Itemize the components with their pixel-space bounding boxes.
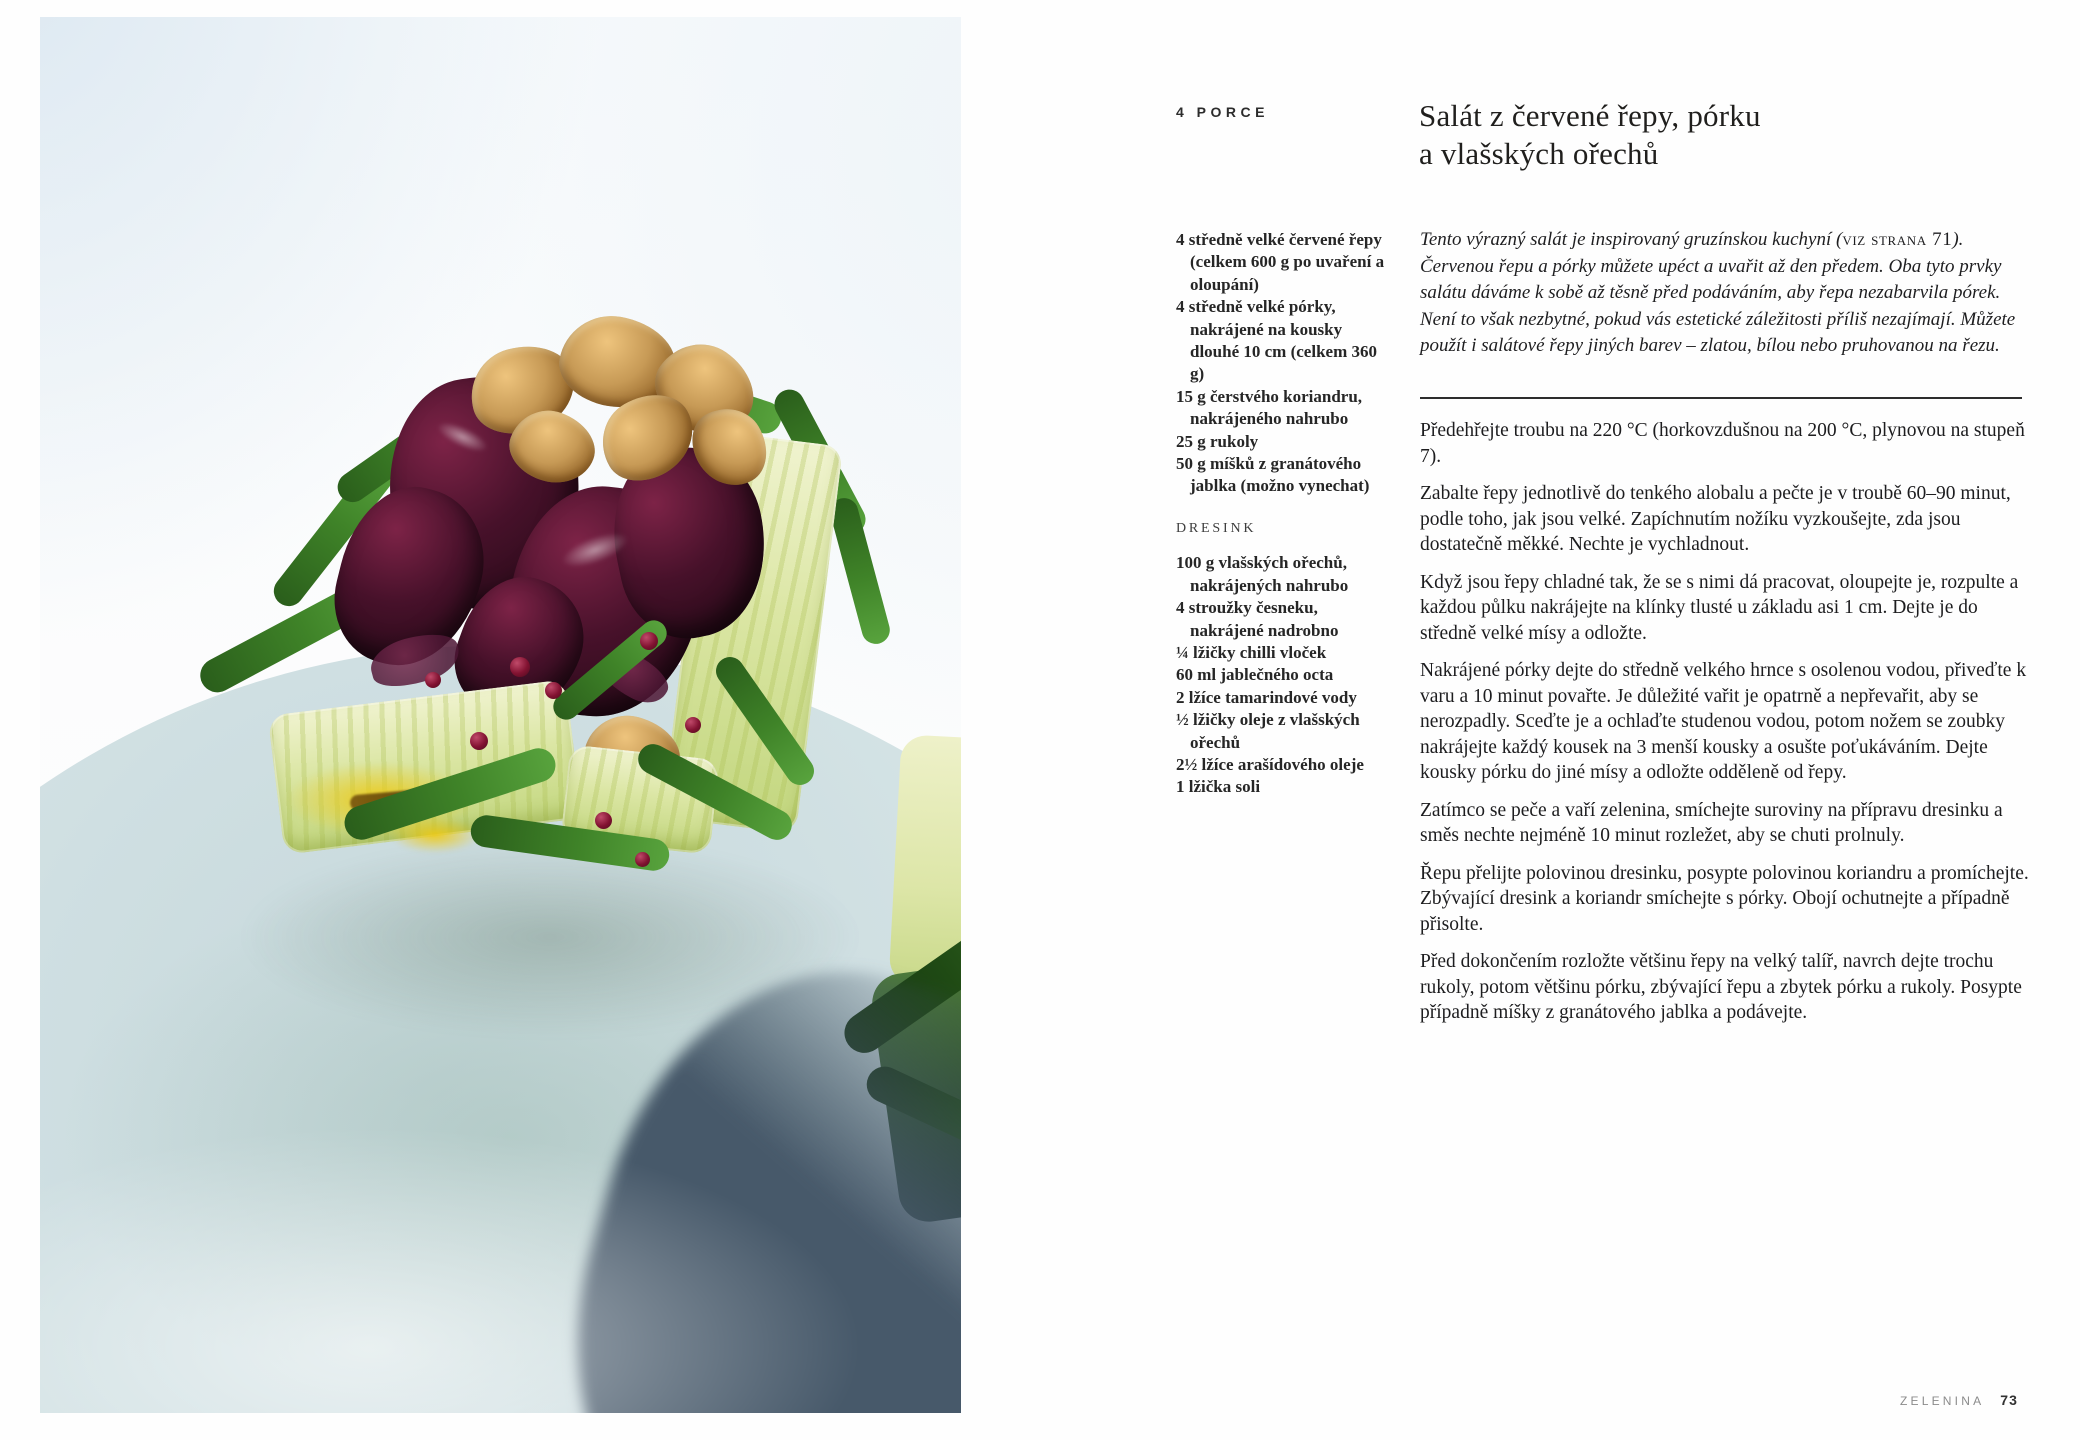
dressing-item: 1 lžička soli	[1176, 777, 1261, 797]
method-step: Když jsou řepy chladné tak, že se s nimi dá pracovat, oloupejte je, rozpulte a každou půlku nakrájejte na klínky tlusté u základu asi 1 cm. Dejte je do středně velké mísy a odložte.	[1420, 571, 2019, 644]
recipe-title-line1: Salát z červené řepy, pórku	[1419, 98, 1761, 133]
dressing-item: 100 g vlašských ořechů, nakrájených nahrubo	[1176, 553, 1349, 595]
method-step: Předehřejte troubu na 220 °C (horkovzdušnou na 200 °C, plynovou na stupeň 7).	[1420, 420, 2025, 467]
dressing-item: 4 stroužky česneku, nakrájené nadrobno	[1176, 598, 1339, 640]
recipe-photo	[40, 17, 961, 1413]
recipe-intro	[1420, 227, 2026, 360]
pomegranate-seed	[635, 852, 650, 867]
pomegranate-seed	[685, 717, 701, 733]
ingredient-item: 4 středně velké pórky, nakrájené na kousky dlouhé 10 cm (celkem 360 g)	[1176, 297, 1377, 384]
page-number: 73	[2000, 1392, 2018, 1408]
recipe-title	[1419, 97, 1761, 173]
ingredients-column	[1176, 229, 1392, 799]
method-step: Řepu přelijte polovinou dresinku, posypte polovinou koriandru a promíchejte. Zbývající dresink a koriandr smíchejte s pórky. Obojí ochutnejte a případně přisolte.	[1420, 862, 2029, 935]
dressing-item: ¼ lžičky chilli vloček	[1176, 642, 1327, 662]
pomegranate-seed	[470, 732, 488, 750]
pomegranate-seed	[545, 682, 562, 699]
dressing-item: ½ lžičky oleje z vlašských ořechů	[1176, 710, 1360, 752]
section-divider	[1420, 397, 2022, 399]
intro-page-reference: viz strana 71	[1842, 229, 1953, 250]
dressing-heading: DRESINK	[1176, 520, 1257, 536]
dressing-item: 2½ lžíce arašídového oleje	[1176, 754, 1364, 774]
intro-text: ). Červenou řepu a pórky můžete upéct a uvařit až den předem. Oba tyto prvky salátu dáváme k sobě až těsně před podáváním, aby řepa nezabarvila pórek. Není to však nezbytné, pokud vás estetické záležitosti příliš nezajímají. Můžete použít i salátové řepy jiných barev – zlatou, bílou nebo pruhovanou na řezu.	[1420, 229, 2016, 356]
method-step: Zabalte řepy jednotlivě do tenkého alobalu a pečte je v troubě 60–90 minut, podle toho, jak jsou velké. Zapíchnutím nožíku vyzkoušejte, zda jsou dostatečně měkké. Nechte je vychladnout.	[1420, 483, 2011, 555]
pomegranate-seed	[595, 812, 612, 829]
ingredient-item: 15 g čerstvého koriandru, nakrájeného nahrubo	[1176, 386, 1363, 429]
method-step: Před dokončením rozložte většinu řepy na velký talíř, navrch dejte trochu rukoly, potom většinu pórku, zbývající řepu a zbytek pórku a rukoly. Posypte případně míšky z granátového jablka a podávejte.	[1420, 951, 2022, 1023]
method-step: Zatímco se peče a vaří zelenina, smíchejte suroviny na přípravu dresinku a směs nechte nejméně 10 minut rozležet, aby se chuti prolnuly.	[1420, 799, 2003, 846]
method-steps	[1420, 418, 2030, 1038]
pomegranate-seed	[425, 672, 441, 688]
pomegranate-seed	[510, 657, 530, 677]
pomegranate-seed	[640, 632, 658, 650]
ingredient-item: 50 g míšků z granátového jablka (možno vynechat)	[1176, 454, 1370, 496]
ingredient-item: 4 středně velké červené řepy (celkem 600 g po uvaření a oloupání)	[1176, 230, 1385, 294]
servings-label: 4 PORCE	[1176, 104, 1269, 120]
recipe-title-line2: a vlašských ořechů	[1419, 136, 1659, 171]
intro-text: Tento výrazný salát je inspirovaný gruzínskou kuchyní (	[1420, 229, 1843, 250]
method-step: Nakrájené pórky dejte do středně velkého hrnce s osolenou vodou, přiveďte k varu a 10 minut povařte. Je důležité vařit je opatrně a nepřevařit, aby se nerozpadly. Sceďte je a ochlaďte studenou vodou, potom nožem se zoubky nakrájejte každý kousek na 3 menší kousky a osušte poťukáváním. Dejte kousky pórku do jiné mísy a odložte odděleně od řepy.	[1420, 660, 2027, 783]
ingredient-item: 25 g rukoly	[1176, 431, 1259, 451]
chapter-label: ZELENINA	[1900, 1394, 1985, 1408]
page-footer	[1900, 1392, 2018, 1408]
dressing-item: 2 lžíce tamarindové vody	[1176, 687, 1357, 707]
dressing-item: 60 ml jablečného octa	[1176, 665, 1334, 685]
